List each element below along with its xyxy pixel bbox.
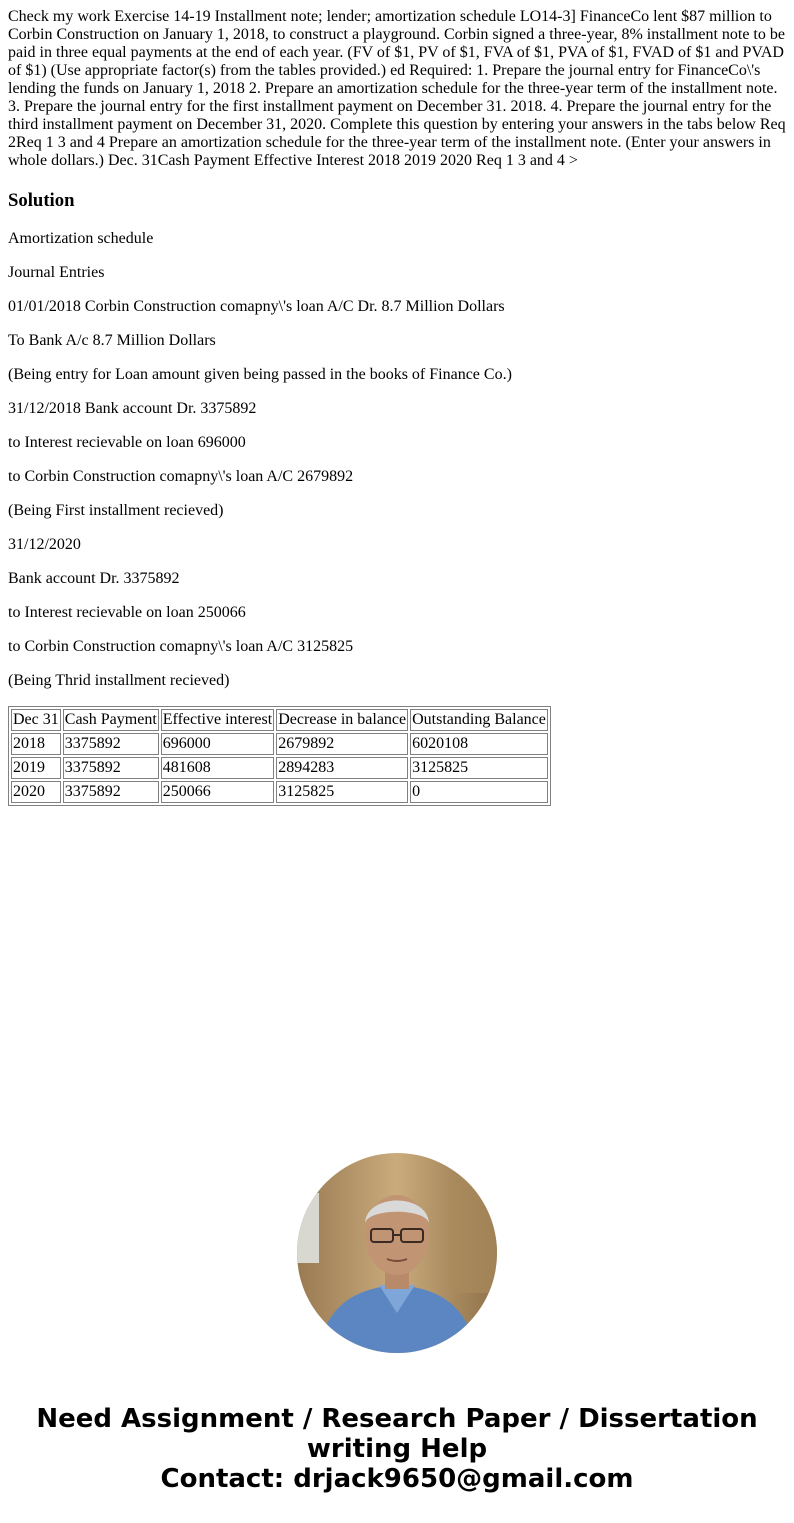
table-cell: 3375892 bbox=[63, 781, 159, 803]
journal-entry-line: 31/12/2018 Bank account Dr. 3375892 bbox=[8, 400, 257, 417]
promo-banner bbox=[0, 1404, 794, 1494]
table-cell: 0 bbox=[410, 781, 548, 803]
journal-entry-line: to Interest recievable on loan 696000 bbox=[8, 434, 246, 451]
table-header-cell: Outstanding Balance bbox=[410, 709, 548, 731]
journal-entry-narration: (Being Thrid installment recieved) bbox=[8, 672, 230, 689]
table-header-cell: Dec 31 bbox=[11, 709, 61, 731]
table-row bbox=[11, 781, 548, 803]
journal-entry-narration: (Being entry for Loan amount given being passed in the books of Finance Co.) bbox=[8, 366, 512, 383]
journal-entries-label: Journal Entries bbox=[8, 264, 105, 281]
journal-entry-line: to Interest recievable on loan 250066 bbox=[8, 604, 246, 621]
journal-entry-line: 01/01/2018 Corbin Construction comapny\'s loan A/C Dr. 8.7 Million Dollars bbox=[8, 298, 505, 315]
journal-entry-date: 31/12/2020 bbox=[8, 536, 81, 553]
table-cell: 2679892 bbox=[276, 733, 408, 755]
amortization-schedule-label: Amortization schedule bbox=[8, 230, 154, 247]
table-cell: 3375892 bbox=[63, 733, 159, 755]
question-text: Check my work Exercise 14-19 Installment note; lender; amortization schedule LO14-3] FinanceCo lent $87 million to Corbin Construction on January 1, 2018, to construct a playground. Corbin signed a three-year, 8% installment note to be paid in three equal payments at the end of each year. (FV of $1, PV of $1, FVA of $1, PVA of $1, FVAD of $1 and PVAD of $1) (Use appropriate factor(s) from the tables provided.) ed Required: 1. Prepare the journal entry for FinanceCo\'s lending the funds on January 1, 2018 2. Prepare an amortization schedule for the three-year term of the installment note. 3. Prepare the journal entry for the first installment payment on December 31. 2018. 4. Prepare the journal entry for the third installment payment on December 31, 2020. Complete this question by entering your answers in the tabs below Req 2Req 1 3 and 4 Prepare an amortization schedule for the three-year term of the installment note. (Enter your answers in whole dollars.) Dec. 31Cash Payment Effective Interest 2018 2019 2020 Req 1 3 and 4 > bbox=[8, 8, 786, 169]
journal-entry-narration: (Being First installment recieved) bbox=[8, 502, 224, 519]
table-row bbox=[11, 733, 548, 755]
journal-entry-line: To Bank A/c 8.7 Million Dollars bbox=[8, 332, 216, 349]
journal-entry-line: Bank account Dr. 3375892 bbox=[8, 570, 180, 587]
table-cell: 250066 bbox=[161, 781, 274, 803]
table-header-cell: Cash Payment bbox=[63, 709, 159, 731]
table-cell: 2019 bbox=[11, 757, 61, 779]
table-header-row bbox=[11, 709, 548, 731]
table-cell: 2020 bbox=[11, 781, 61, 803]
table-cell: 2894283 bbox=[276, 757, 408, 779]
table-cell: 6020108 bbox=[410, 733, 548, 755]
table-cell: 481608 bbox=[161, 757, 274, 779]
promo-line: writing Help bbox=[306, 1434, 488, 1464]
table-header-cell: Decrease in balance bbox=[276, 709, 408, 731]
solution-heading: Solution bbox=[8, 190, 75, 211]
promo-contact: Contact: drjack9650@gmail.com bbox=[160, 1464, 634, 1494]
amortization-table bbox=[8, 706, 551, 806]
table-cell: 3125825 bbox=[410, 757, 548, 779]
journal-entry-line: to Corbin Construction comapny\'s loan A/C 3125825 bbox=[8, 638, 354, 655]
table-cell: 3375892 bbox=[63, 757, 159, 779]
table-cell: 696000 bbox=[161, 733, 274, 755]
promo-line: Need Assignment / Research Paper / Dissertation bbox=[36, 1404, 758, 1434]
author-avatar bbox=[297, 1153, 497, 1353]
table-header-cell: Effective interest bbox=[161, 709, 274, 731]
journal-entry-line: to Corbin Construction comapny\'s loan A/C 2679892 bbox=[8, 468, 354, 485]
table-row bbox=[11, 757, 548, 779]
table-cell: 3125825 bbox=[276, 781, 408, 803]
author-photo-icon bbox=[297, 1153, 497, 1353]
table-cell: 2018 bbox=[11, 733, 61, 755]
